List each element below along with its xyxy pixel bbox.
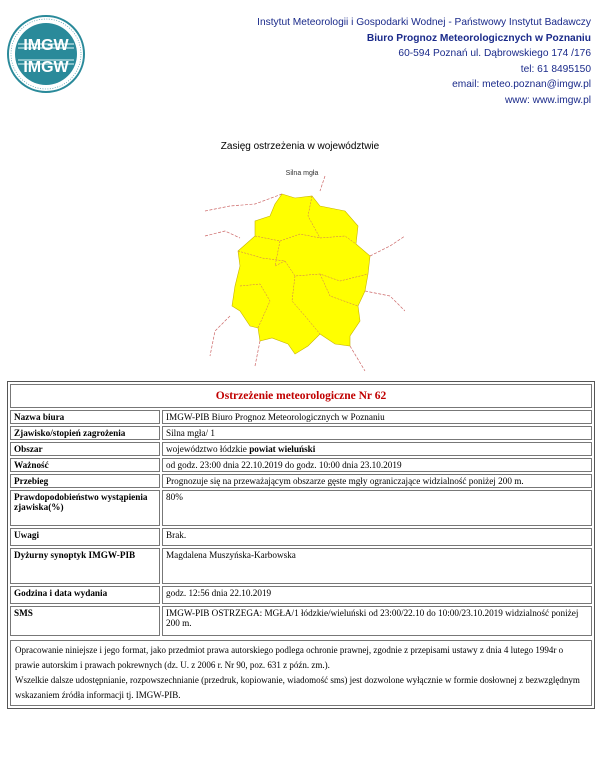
- table-row: [10, 548, 592, 584]
- row-label: Uwagi: [10, 528, 160, 546]
- row-label: Godzina i data wydania: [10, 586, 160, 604]
- office-name: Biuro Prognoz Meteorologicznych w Poznaniu: [366, 32, 591, 44]
- table-row: [10, 474, 592, 488]
- row-value: województwo łódzkie powiat wieluński: [162, 442, 592, 456]
- row-value: 80%: [162, 490, 592, 526]
- logo-text-bottom: IMGW: [23, 59, 69, 76]
- table-row: [10, 490, 592, 526]
- institute-name: Instytut Meteorologii i Gospodarki Wodnej - Państwowy Instytut Badawczy: [257, 17, 591, 28]
- copyright-text-1: Opracowanie niniejsze i jego format, jako przedmiot prawa autorskiego podlega ochronie prawnej, zgodnie z przepisami ustawy z dnia 4 lutego 1994r o prawie autorskim i prawach pokrewnych (dz. U. z 2006 r. Nr 90, poz. 631 z późn. zm.).: [15, 645, 564, 670]
- map-section-title: Zasięg ostrzeżenia w województwie: [220, 141, 380, 152]
- row-label: Ważność: [10, 458, 160, 472]
- warning-title: Ostrzeżenie meteorologiczne Nr 62: [10, 384, 592, 408]
- row-value: Magdalena Muszyńska-Karbowska: [162, 548, 592, 584]
- county-name: powiat wieluński: [249, 444, 316, 454]
- copyright-note: [10, 640, 592, 706]
- imgw-logo: [6, 14, 86, 94]
- row-value: godz. 12:56 dnia 22.10.2019: [162, 586, 592, 604]
- row-label: Dyżurny synoptyk IMGW-PIB: [10, 548, 160, 584]
- table-row: [10, 528, 592, 546]
- row-label: Nazwa biura: [10, 410, 160, 424]
- table-row: [10, 606, 592, 636]
- institution-header: [257, 15, 591, 109]
- table-row: [10, 410, 592, 424]
- warning-map: [200, 166, 405, 376]
- row-value: Silna mgła/ 1: [162, 426, 592, 440]
- email[interactable]: email: meteo.poznan@imgw.pl: [452, 79, 591, 91]
- row-value: Prognozuje się na przeważającym obszarze gęste mgły ograniczające widzialność poniżej 200 m.: [162, 474, 592, 488]
- phone: tel: 61 8495150: [520, 63, 591, 75]
- row-label: Prawdopodobieństwo wystąpienia zjawiska(%): [10, 490, 160, 526]
- row-label: Obszar: [10, 442, 160, 456]
- row-value: od godz. 23:00 dnia 22.10.2019 do godz. 10:00 dnia 23.10.2019: [162, 458, 592, 472]
- warning-table: [7, 381, 595, 709]
- table-row: [10, 458, 592, 472]
- table-row: [10, 426, 592, 440]
- logo-text-top: IMGW: [23, 37, 69, 54]
- row-value: IMGW-PIB OSTRZEGA: MGŁA/1 łódzkie/wieluński od 23:00/22.10 do 10:00/23.10.2019 widzialność poniżej 200 m.: [162, 606, 592, 636]
- address: 60-594 Poznań ul. Dąbrowskiego 174 /176: [398, 48, 591, 60]
- copyright-text-2: Wszelkie dalsze udostępnianie, rozpowszechnianie (przedruk, kopiowanie, wiadomość sms) jest dozwolone wyłącznie w formie dosłownej z bezwzględnym wskazaniem źródła informacji tj. IMGW-PIB.: [15, 675, 580, 700]
- row-label: Zjawisko/stopień zagrożenia: [10, 426, 160, 440]
- row-label: SMS: [10, 606, 160, 636]
- website[interactable]: www: www.imgw.pl: [504, 94, 591, 106]
- row-label: Przebieg: [10, 474, 160, 488]
- row-value: IMGW-PIB Biuro Prognoz Meteorologicznych w Poznaniu: [162, 410, 592, 424]
- table-row: [10, 586, 592, 604]
- map-legend: Silna mgła: [285, 170, 319, 177]
- row-value: Brak.: [162, 528, 592, 546]
- table-row: [10, 442, 592, 456]
